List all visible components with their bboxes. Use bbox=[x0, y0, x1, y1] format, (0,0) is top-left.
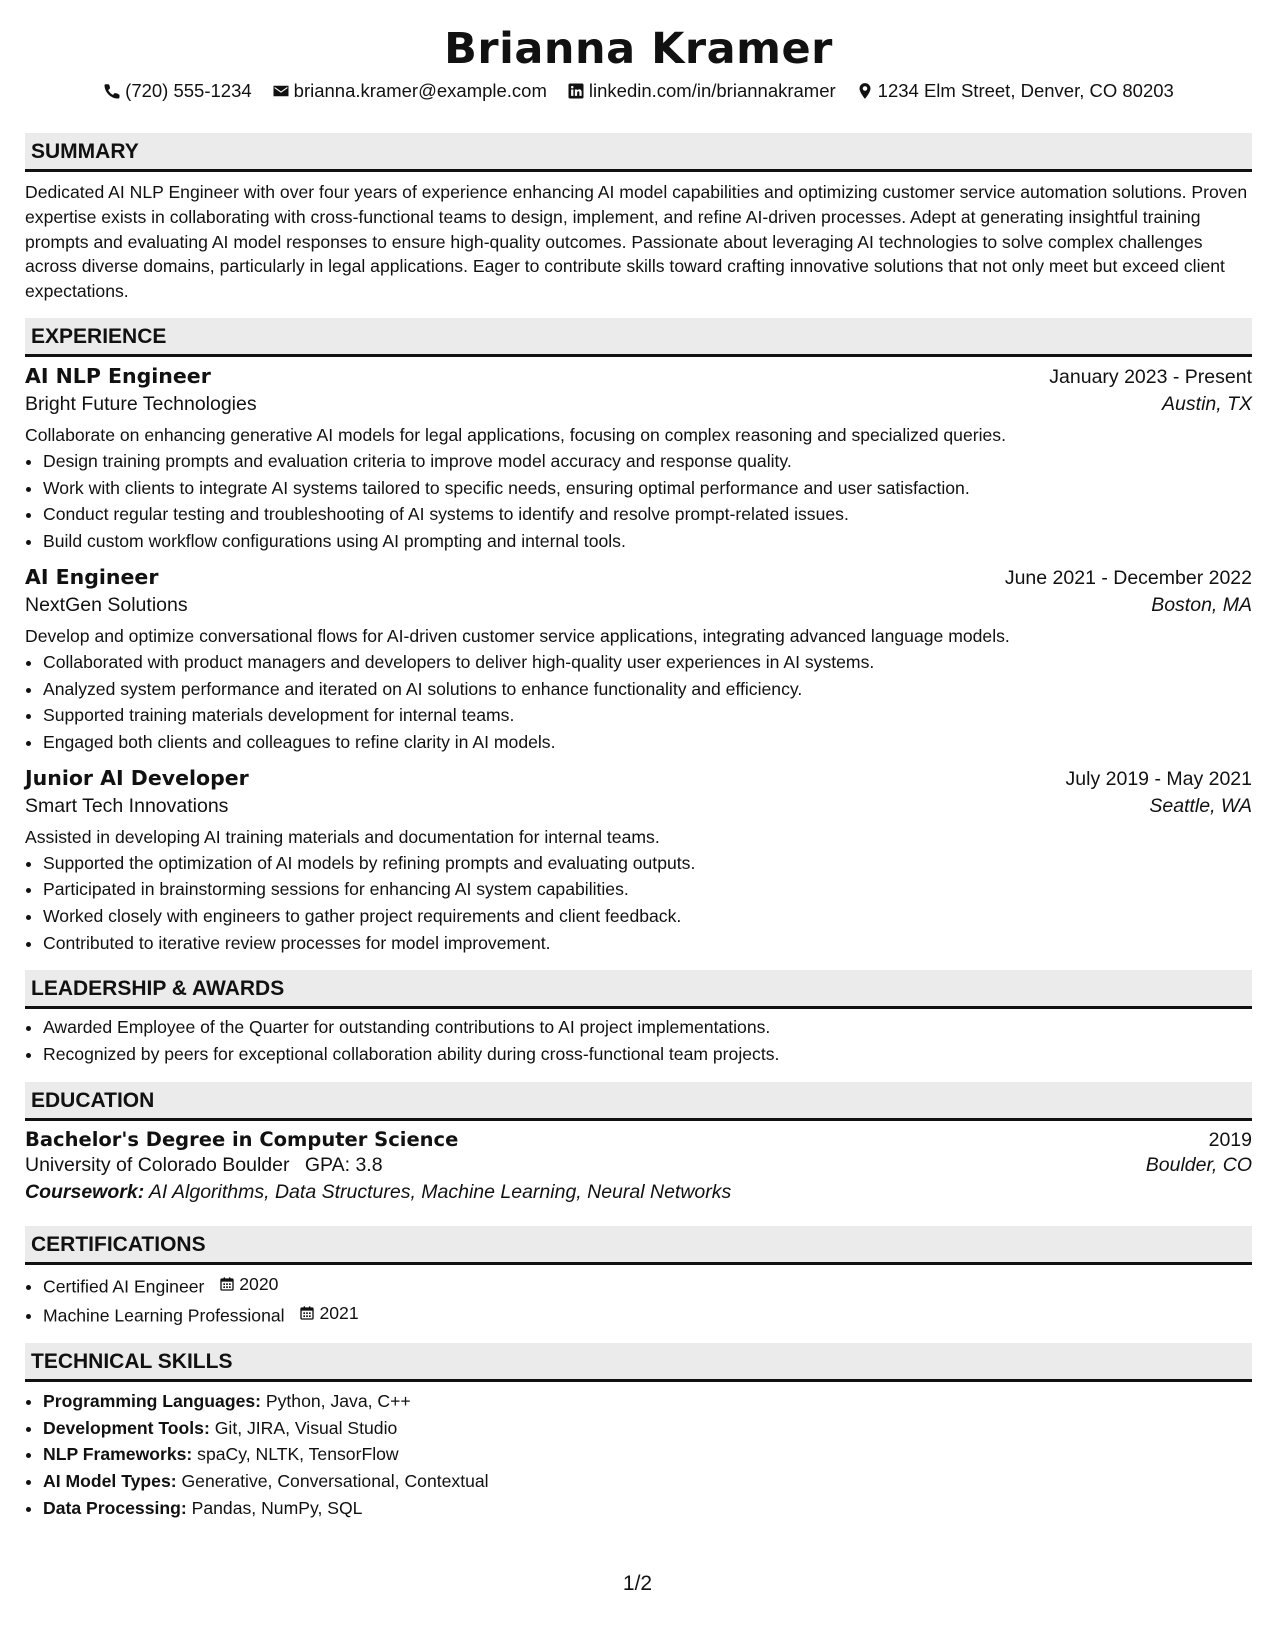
degree-title: Bachelor's Degree in Computer Science bbox=[25, 1127, 459, 1151]
awards-heading: LEADERSHIP & AWARDS bbox=[25, 970, 1252, 1009]
certifications-list bbox=[25, 1271, 1252, 1329]
awards-section bbox=[25, 970, 1252, 1067]
list-item bbox=[43, 1388, 1252, 1415]
job-title: AI NLP Engineer bbox=[25, 363, 211, 388]
job-entry bbox=[25, 766, 1252, 957]
summary-heading: SUMMARY bbox=[25, 133, 1252, 172]
list-item: • Recognized by peers for exceptional collaboration ability during cross-functional team projects. bbox=[43, 1041, 1252, 1068]
skills-section bbox=[25, 1343, 1252, 1522]
job-date: January 2023 - Present bbox=[1049, 365, 1252, 388]
experience-section bbox=[25, 318, 1252, 956]
job-entry bbox=[25, 364, 1252, 555]
phone-text: (720) 555-1234 bbox=[125, 80, 252, 101]
list-item bbox=[43, 1271, 1252, 1300]
phone-icon bbox=[103, 82, 121, 100]
list-item: • Analyzed system performance and iterated on AI solutions to enhance functionality and efficiency. bbox=[43, 676, 1252, 703]
school-name: University of Colorado Boulder bbox=[25, 1153, 290, 1176]
list-item bbox=[43, 1468, 1252, 1495]
contact-bar bbox=[25, 78, 1252, 104]
list-item: • Supported training materials development for internal teams. bbox=[43, 702, 1252, 729]
list-item: • Collaborated with product managers and developers to deliver high-quality user experiences in AI systems. bbox=[43, 649, 1252, 676]
job-date: June 2021 - December 2022 bbox=[1004, 566, 1252, 589]
job-title: AI Engineer bbox=[25, 564, 159, 589]
job-company: Bright Future Technologies bbox=[25, 392, 257, 415]
contact-address bbox=[856, 78, 1174, 104]
job-bullets bbox=[25, 448, 1252, 555]
linkedin-link[interactable]: linkedin.com/in/briannakramer bbox=[588, 80, 836, 101]
education-heading: EDUCATION bbox=[25, 1082, 1252, 1121]
list-item: • Supported the optimization of AI models by refining prompts and evaluating outputs. bbox=[43, 850, 1252, 877]
job-description: Assisted in developing AI training materials and documentation for internal teams. bbox=[25, 826, 660, 847]
skill-category: Programming Languages: bbox=[43, 1390, 261, 1411]
job-location: Boston, MA bbox=[1151, 593, 1252, 616]
job-bullets bbox=[25, 649, 1252, 756]
skill-category: Data Processing: bbox=[43, 1497, 187, 1518]
contact-email[interactable] bbox=[272, 78, 547, 104]
contact-phone bbox=[103, 78, 252, 104]
list-item: • Work with clients to integrate AI systems tailored to specific needs, ensuring optimal performance and user satisfaction. bbox=[43, 475, 1252, 502]
skill-category: Development Tools: bbox=[43, 1417, 210, 1438]
page-number: 1/2 bbox=[622, 1572, 653, 1595]
list-item bbox=[43, 1415, 1252, 1442]
skill-values: Generative, Conversational, Contextual bbox=[181, 1471, 489, 1492]
education-section bbox=[25, 1082, 1252, 1204]
list-item: • Contributed to iterative review processes for model improvement. bbox=[43, 930, 1252, 957]
job-date: July 2019 - May 2021 bbox=[1065, 767, 1252, 790]
skill-values: spaCy, NLTK, TensorFlow bbox=[197, 1444, 399, 1465]
address-text: 1234 Elm Street, Denver, CO 80203 bbox=[877, 80, 1174, 101]
skill-values: Python, Java, C++ bbox=[265, 1390, 411, 1411]
contact-linkedin[interactable] bbox=[567, 78, 836, 104]
calendar-icon bbox=[299, 1305, 315, 1321]
graduation-year: 2019 bbox=[1208, 1128, 1252, 1151]
job-description: Develop and optimize conversational flows for AI-driven customer service applications, integrating advanced language models. bbox=[25, 625, 1010, 646]
awards-list bbox=[25, 1014, 1252, 1067]
skills-list bbox=[25, 1388, 1252, 1522]
job-entry bbox=[25, 565, 1252, 756]
coursework-list: AI Algorithms, Data Structures, Machine Learning, Neural Networks bbox=[148, 1180, 732, 1203]
list-item: • Conduct regular testing and troubleshooting of AI systems to identify and resolve prompt-related issues. bbox=[43, 501, 1252, 528]
envelope-icon bbox=[272, 82, 290, 100]
calendar-icon bbox=[219, 1276, 235, 1292]
skill-values: Pandas, NumPy, SQL bbox=[191, 1497, 363, 1518]
list-item: • Worked closely with engineers to gather project requirements and client feedback. bbox=[43, 903, 1252, 930]
list-item: • Awarded Employee of the Quarter for outstanding contributions to AI project implementations. bbox=[43, 1014, 1252, 1041]
cert-name: Machine Learning Professional bbox=[43, 1305, 285, 1326]
skill-category: NLP Frameworks: bbox=[43, 1444, 193, 1465]
list-item bbox=[43, 1300, 1252, 1329]
experience-heading: EXPERIENCE bbox=[25, 318, 1252, 357]
certifications-heading: CERTIFICATIONS bbox=[25, 1226, 1252, 1265]
list-item: • Design training prompts and evaluation criteria to improve model accuracy and response quality. bbox=[43, 448, 1252, 475]
skill-category: AI Model Types: bbox=[43, 1471, 177, 1492]
job-company: NextGen Solutions bbox=[25, 593, 188, 616]
email-link[interactable]: brianna.kramer@example.com bbox=[293, 80, 547, 101]
map-pin-icon bbox=[856, 82, 874, 100]
list-item bbox=[43, 1441, 1252, 1468]
school-location: Boulder, CO bbox=[1145, 1153, 1252, 1176]
job-location: Austin, TX bbox=[1162, 392, 1252, 415]
job-title: Junior AI Developer bbox=[25, 765, 249, 790]
cert-year: 2021 bbox=[319, 1302, 359, 1323]
gpa: GPA: 3.8 bbox=[304, 1153, 383, 1176]
summary-section bbox=[25, 133, 1252, 304]
list-item: • Participated in brainstorming sessions for enhancing AI system capabilities. bbox=[43, 876, 1252, 903]
job-company: Smart Tech Innovations bbox=[25, 794, 229, 817]
coursework bbox=[25, 1181, 1252, 1204]
linkedin-icon bbox=[567, 82, 585, 100]
cert-name: Certified AI Engineer bbox=[43, 1276, 205, 1297]
job-location: Seattle, WA bbox=[1149, 794, 1252, 817]
coursework-label: Coursework: bbox=[25, 1180, 145, 1203]
cert-year: 2020 bbox=[239, 1273, 279, 1294]
summary-text: Dedicated AI NLP Engineer with over four years of experience enhancing AI model capabilities and optimizing customer service automation solutions. Proven expertise exists in collaborating with cross-functional teams to design, implement, and refine AI-driven processes. Adept at generating insightful training prompts and evaluating AI model responses to ensure high-quality outcomes. Passionate about leveraging AI technologies to solve complex challenges across diverse domains, particularly in legal applications. Eager to contribute skills toward crafting innovative solutions that not only meet but exceed client expectations. bbox=[25, 182, 1248, 302]
list-item: • Engaged both clients and colleagues to refine clarity in AI models. bbox=[43, 729, 1252, 756]
list-item: • Build custom workflow configurations using AI prompting and internal tools. bbox=[43, 528, 1252, 555]
list-item bbox=[43, 1495, 1252, 1522]
certifications-section bbox=[25, 1226, 1252, 1329]
skill-values: Git, JIRA, Visual Studio bbox=[214, 1417, 398, 1438]
resume-page bbox=[25, 0, 1252, 1521]
job-bullets bbox=[25, 850, 1252, 957]
skills-heading: TECHNICAL SKILLS bbox=[25, 1343, 1252, 1382]
resume-name: Brianna Kramer bbox=[444, 24, 833, 74]
job-description: Collaborate on enhancing generative AI models for legal applications, focusing on complex reasoning and specialized queries. bbox=[25, 424, 1006, 445]
